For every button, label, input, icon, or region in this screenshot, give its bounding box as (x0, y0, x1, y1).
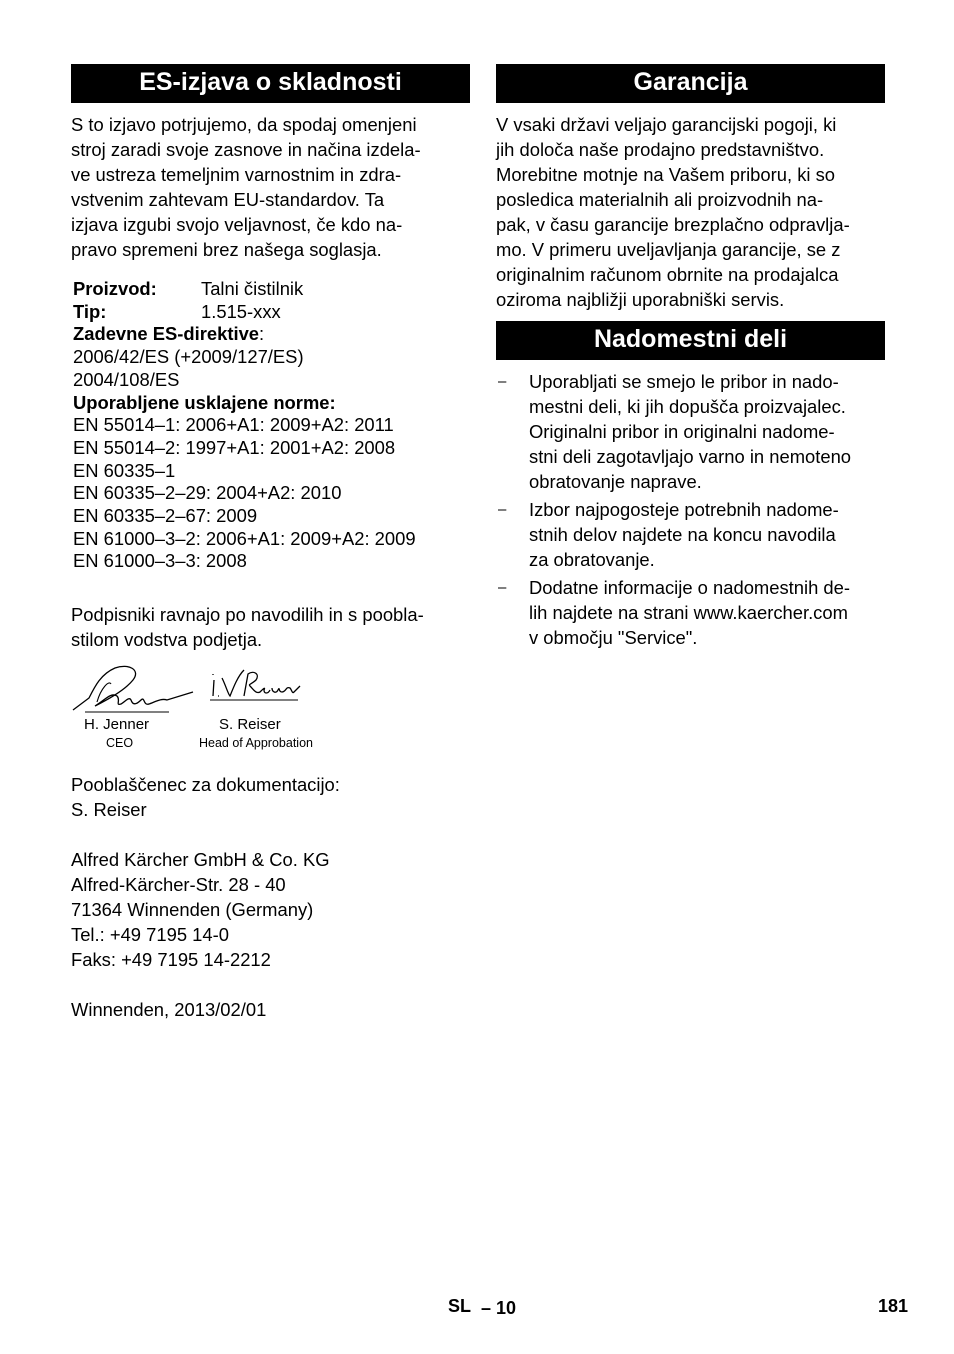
norm-item: EN 60335–2–29: 2004+A2: 2010 (73, 482, 342, 504)
product-value: Talni čistilnik (201, 278, 304, 299)
place-date: Winnenden, 2013/02/01 (71, 999, 267, 1021)
intro-line: stroj zaradi svoje zasnove in načina izdela- (71, 139, 421, 160)
norm-item: EN 61000–3–3: 2008 (73, 550, 247, 572)
spare-parts-list (496, 369, 885, 650)
intro-line: S to izjavo potrjujemo, da spodaj omenjeni (71, 114, 417, 135)
address-line: Faks: +49 7195 14-2212 (71, 949, 271, 971)
signatures-block (71, 660, 470, 750)
dash-bullet-icon: – (498, 501, 507, 518)
warranty-line: V vsaki državi veljajo garancijski pogoji, ki (496, 114, 837, 135)
left-column (71, 64, 470, 1022)
list-item-line: v območju "Service". (529, 627, 698, 648)
list-item-line: stni deli zagotavljajo varno in nemoteno (529, 446, 852, 467)
intro-line: izjava izgubi svojo veljavnost, če kdo na- (71, 214, 403, 235)
right-column (496, 64, 885, 653)
section-heading-spare-parts: Nadomestni deli (496, 321, 885, 360)
address-line: Alfred-Kärcher-Str. 28 - 40 (71, 874, 286, 896)
declaration-intro (71, 112, 470, 262)
signatories-line: Podpisniki ravnajo po navodilih in s poobla- (71, 604, 424, 626)
norm-item: EN 61000–3–2: 2006+A1: 2009+A2: 2009 (73, 527, 416, 549)
documentation-line: Pooblaščenec za dokumentacijo: (71, 774, 340, 796)
intro-line: pravo spremeni brez našega soglasja. (71, 239, 382, 260)
list-item-line: obratovanje naprave. (529, 471, 702, 492)
warranty-text (496, 112, 885, 312)
warranty-line: posledica materialnih ali proizvodnih na- (496, 189, 824, 210)
signatory-role-jenner: CEO (106, 736, 134, 751)
directive-item: 2006/42/ES (+2009/127/ES) (73, 346, 304, 368)
warranty-line: mo. V primeru uveljavljanja garancije, se z (496, 239, 841, 260)
address-line: 71364 Winnenden (Germany) (71, 899, 314, 921)
warranty-line: oziroma najbližji uporabniški servis. (496, 289, 785, 310)
signature-reiser-image (208, 666, 308, 706)
section-heading-warranty: Garancija (496, 64, 885, 103)
directive-item: 2004/108/ES (73, 368, 180, 390)
signatory-name-reiser: S. Reiser (219, 716, 281, 734)
signatories-line: stilom vodstva podjetja. (71, 629, 263, 651)
type-label: Tip: (73, 300, 107, 322)
footer-local-page: – 10 (481, 1298, 517, 1318)
section-heading-declaration: ES-izjava o skladnosti (71, 64, 470, 103)
list-item-line: Uporabljati se smejo le pribor in nado- (529, 371, 839, 392)
warranty-line: originalnim računom obrnite na prodajalca (496, 264, 839, 285)
list-item-line: Izbor najpogosteje potrebnih nadome- (529, 499, 839, 520)
norm-item: EN 55014–1: 2006+A1: 2009+A2: 2011 (73, 414, 394, 436)
list-item (496, 575, 885, 650)
norm-item: EN 60335–1 (73, 459, 176, 481)
type-row (73, 301, 470, 324)
footer-language: SL (448, 1296, 472, 1316)
documentation-rep (71, 772, 470, 822)
directives-colon: : (259, 323, 265, 345)
type-value: 1.515-xxx (201, 300, 281, 322)
product-label: Proizvod: (73, 278, 157, 299)
address-line: Alfred Kärcher GmbH & Co. KG (71, 849, 330, 871)
signatory-name-jenner: H. Jenner (84, 716, 150, 734)
dash-bullet-icon: – (498, 373, 507, 390)
warranty-line: jih določa naše prodajno predstavništvo. (496, 139, 825, 160)
company-address (71, 847, 470, 972)
norm-item: EN 60335–2–67: 2009 (73, 505, 258, 527)
footer-page-number: 181 (878, 1296, 909, 1316)
norm-item: EN 55014–2: 1997+A1: 2001+A2: 2008 (73, 436, 396, 458)
list-item (496, 369, 885, 494)
list-item-line: mestni deli, ki jih dopušča proizvajalec. (529, 396, 846, 417)
directives-heading (73, 323, 470, 346)
directives-label: Zadevne ES-direktive (73, 323, 260, 345)
documentation-line: S. Reiser (71, 799, 147, 821)
warranty-line: pak, v času garancije brezplačno odpravlja- (496, 214, 850, 235)
signatories-note (71, 602, 470, 652)
list-item-line: lih najdete na strani www.kaercher.com (529, 602, 848, 623)
signatory-role-reiser: Head of Approbation (199, 736, 313, 751)
signature-jenner-image (71, 660, 201, 720)
product-spec (71, 278, 470, 573)
norms-label: Uporabljene usklajene norme: (73, 391, 336, 413)
warranty-line: Morebitne motnje na Vašem priboru, ki so (496, 164, 836, 185)
list-item (496, 497, 885, 572)
intro-line: ve ustreza temeljnim varnostnim in zdra- (71, 164, 402, 185)
list-item-line: Dodatne informacije o nadomestnih de- (529, 577, 851, 598)
intro-line: vstvenim zahtevam EU-standardov. Ta (71, 189, 385, 210)
list-item-line: Originalni pribor in originalni nadome- (529, 421, 835, 442)
list-item-line: za obratovanje. (529, 549, 655, 570)
product-row (73, 278, 470, 301)
dash-bullet-icon: – (498, 579, 507, 596)
address-line: Tel.: +49 7195 14-0 (71, 924, 229, 946)
list-item-line: stnih delov najdete na koncu navodila (529, 524, 836, 545)
